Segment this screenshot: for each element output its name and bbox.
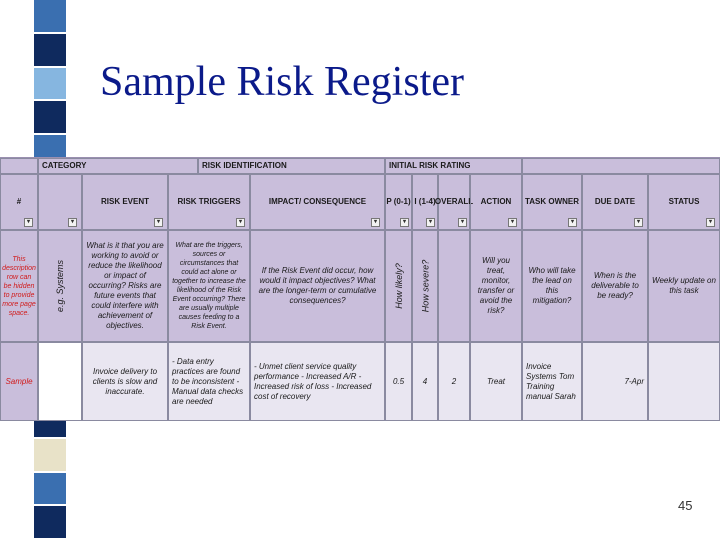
col-header-i: I (1-4) ▾ [412, 174, 438, 230]
col-header-due-date: DUE DATE ▾ [582, 174, 648, 230]
group-header-blank [0, 158, 38, 174]
col-header-p: P (0-1) ▾ [385, 174, 412, 230]
description-i: How severe? [412, 230, 438, 342]
description-num: This description row can be hidden to provide more page space. [0, 230, 38, 342]
description-status: Weekly update on this task [648, 230, 720, 342]
sample-action: Treat [470, 342, 522, 421]
description-task-owner: Who will take the lead on this mitigation? [522, 230, 582, 342]
filter-dropdown-icon[interactable]: ▾ [634, 218, 643, 227]
filter-dropdown-icon[interactable]: ▾ [68, 218, 77, 227]
description-due-date: When is the deliverable to be ready? [582, 230, 648, 342]
col-header-task-owner: TASK OWNER ▾ [522, 174, 582, 230]
description-risk-event: What is it that you are working to avoid or reduce the likelihood or impact of occurring? Risks are future events that could interfere with achievement of objectives. [82, 230, 168, 342]
filter-dropdown-icon[interactable]: ▾ [371, 218, 380, 227]
sample-impact: - Unmet client service quality performance - Increased A/R - Increased risk of loss - Increased cost of recovery [250, 342, 385, 421]
filter-dropdown-icon[interactable]: ▾ [458, 218, 467, 227]
col-header-impact: IMPACT/ CONSEQUENCE ▾ [250, 174, 385, 230]
group-header-initial-risk-rating: INITIAL RISK RATING [385, 158, 522, 174]
stripe-block [34, 473, 66, 505]
filter-dropdown-icon[interactable]: ▾ [236, 218, 245, 227]
sample-i: 4 [412, 342, 438, 421]
sample-risk-event: Invoice delivery to clients is slow and inaccurate. [82, 342, 168, 421]
filter-dropdown-icon[interactable]: ▾ [24, 218, 33, 227]
col-header-overall: OVERALL ▾ [438, 174, 470, 230]
filter-dropdown-icon[interactable]: ▾ [426, 218, 435, 227]
group-header-category: CATEGORY [38, 158, 198, 174]
description-impact: If the Risk Event did occur, how would it impact objectives? What are the longer-term or cumulative consequences? [250, 230, 385, 342]
sample-category [38, 342, 82, 421]
group-header-risk-identification: RISK IDENTIFICATION [198, 158, 385, 174]
stripe-block [34, 34, 66, 66]
slide-title: Sample Risk Register [100, 59, 464, 105]
sample-label: Sample [0, 342, 38, 421]
description-risk-triggers: What are the triggers, sources or circumstances that could act alone or together to increase the likelihood of the Risk Event occurring? There are usually multiple causes feeding to a Risk Event. [168, 230, 250, 342]
description-category: e.g. Systems [38, 230, 82, 342]
sample-risk-triggers: - Data entry practices are found to be inconsistent - Manual data checks are needed [168, 342, 250, 421]
stripe-block [34, 101, 66, 133]
group-header-empty [522, 158, 720, 174]
col-header-num: # ▾ [0, 174, 38, 230]
description-action: Will you treat, monitor, transfer or avoid the risk? [470, 230, 522, 342]
description-overall [438, 230, 470, 342]
filter-dropdown-icon[interactable]: ▾ [154, 218, 163, 227]
stripe-block [34, 0, 66, 32]
col-header-status: STATUS ▾ [648, 174, 720, 230]
sample-overall: 2 [438, 342, 470, 421]
sample-due-date: 7-Apr [582, 342, 648, 421]
stripe-block [34, 439, 66, 471]
description-p: How likely? [385, 230, 412, 342]
risk-register-table [0, 157, 720, 421]
stripe-block [34, 506, 66, 538]
filter-dropdown-icon[interactable]: ▾ [400, 218, 409, 227]
sample-p: 0.5 [385, 342, 412, 421]
stripe-block [34, 68, 66, 100]
filter-dropdown-icon[interactable]: ▾ [508, 218, 517, 227]
col-header-category [38, 174, 82, 230]
filter-dropdown-icon[interactable]: ▾ [706, 218, 715, 227]
col-header-risk-triggers: RISK TRIGGERS ▾ [168, 174, 250, 230]
col-header-action: ACTION ▾ [470, 174, 522, 230]
col-header-risk-event: RISK EVENT ▾ [82, 174, 168, 230]
page-number: 45 [678, 498, 693, 513]
sample-task-owner: Invoice Systems Tom Training manual Sarah [522, 342, 582, 421]
sample-status [648, 342, 720, 421]
filter-dropdown-icon[interactable]: ▾ [568, 218, 577, 227]
